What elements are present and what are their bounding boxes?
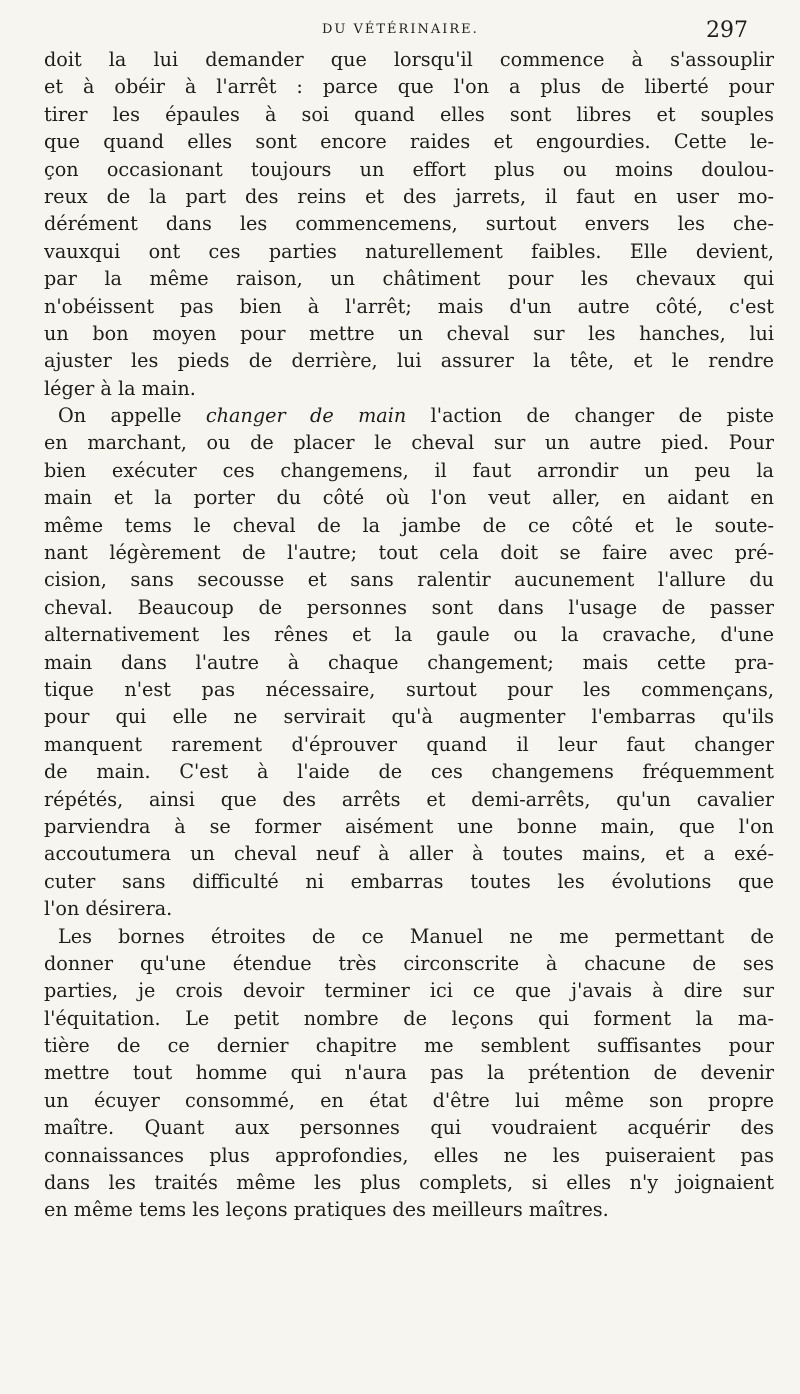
text-line-content: doit la lui demander que lorsqu'il commence à s'assouplir	[44, 48, 774, 71]
text-line-content: cuter sans difficulté ni embarras toutes les évolutions que	[44, 869, 774, 893]
text-line	[44, 731, 774, 758]
text-line-content: accoutumera un cheval neuf à aller à toutes mains, et a exé-	[44, 842, 774, 866]
text-line	[44, 183, 774, 210]
text-line-content: main et la porter du côté où l'on veut aller, en aidant en	[44, 486, 774, 510]
text-line	[44, 429, 774, 456]
text-line-content: bien exécuter ces changemens, il faut arrondir un peu la	[44, 458, 774, 482]
text-line	[44, 621, 774, 648]
text-line-content: Les bornes étroites de ce Manuel ne me permettant de	[58, 924, 774, 948]
text-line-content: ajuster les pieds de derrière, lui assurer la tête, et le rendre	[44, 349, 774, 373]
text-line	[44, 512, 774, 539]
text-line	[44, 950, 774, 977]
text-line-content: alternativement les rênes et la gaule ou la cravache, d'une	[44, 623, 774, 647]
text-line-content: On appelle	[58, 404, 206, 428]
text-line	[44, 1142, 774, 1169]
text-line	[44, 1032, 774, 1059]
text-line	[44, 977, 774, 1004]
text-line	[44, 1087, 774, 1114]
text-line	[44, 895, 774, 922]
text-line-content: nant légèrement de l'autre; tout cela doit se faire avec pré-	[44, 541, 774, 565]
text-line-content: de main. C'est à l'aide de ces changemens fréquemment	[44, 760, 774, 784]
text-line-content: çon occasionant toujours un effort plus ou moins doulou-	[44, 157, 774, 181]
text-line	[44, 375, 774, 402]
text-line	[44, 484, 774, 511]
text-line-content: que quand elles sont encore raides et engourdies. Cette le-	[44, 130, 774, 154]
text-line	[44, 703, 774, 730]
text-line	[44, 265, 774, 292]
text-line-content: tirer les épaules à soi quand elles sont libres et souples	[44, 102, 774, 126]
text-line	[44, 676, 774, 703]
text-line-content: main dans l'autre à chaque changement; mais cette pra-	[44, 650, 774, 674]
text-line-content: dérément dans les commencemens, surtout envers les che-	[44, 212, 774, 236]
text-line-content: en marchant, ou de placer le cheval sur un autre pied. Pour	[44, 431, 774, 455]
text-line-content: l'on désirera.	[44, 897, 173, 921]
body-text	[44, 46, 774, 1224]
text-line-content: pour qui elle ne servirait qu'à augmenter l'embarras qu'ils	[44, 705, 774, 729]
running-head	[80, 16, 760, 44]
text-line	[44, 347, 774, 374]
text-line	[44, 238, 774, 265]
text-line-content: un bon moyen pour mettre un cheval sur les hanches, lui	[44, 321, 774, 345]
text-line	[44, 73, 774, 100]
text-line-content: répétés, ainsi que des arrêts et demi-arrêts, qu'un cavalier	[44, 787, 774, 811]
text-line	[44, 840, 774, 867]
text-line	[44, 566, 774, 593]
text-line-content: reux de la part des reins et des jarrets, il faut en user mo-	[44, 184, 774, 208]
text-line-content: même tems le cheval de la jambe de ce côté et le soute-	[44, 513, 774, 537]
text-line-content: en même tems les leçons pratiques des meilleurs maîtres.	[44, 1198, 609, 1222]
text-line-tail: l'action de changer de piste	[406, 404, 774, 428]
text-line-content: parties, je crois devoir terminer ici ce que j'avais à dire sur	[44, 979, 774, 1003]
text-line	[44, 293, 774, 320]
text-line	[44, 813, 774, 840]
text-line	[44, 101, 774, 128]
page-number: 297	[706, 18, 748, 43]
text-line	[44, 457, 774, 484]
text-line	[44, 868, 774, 895]
text-line	[44, 1059, 774, 1086]
text-line	[44, 128, 774, 155]
text-line	[44, 594, 774, 621]
text-line-content: un écuyer consommé, en état d'être lui même son propre	[44, 1088, 774, 1112]
text-line-content: parviendra à se former aisément une bonne main, que l'on	[44, 814, 774, 838]
text-line	[44, 1196, 774, 1223]
text-line-content: l'équitation. Le petit nombre de leçons qui forment la ma-	[44, 1006, 774, 1030]
text-line-content: connaissances plus approfondies, elles ne les puiseraient pas	[44, 1143, 774, 1167]
text-line	[44, 156, 774, 183]
text-line-content: léger à la main.	[44, 376, 196, 400]
text-line-content: et à obéir à l'arrêt : parce que l'on a plus de liberté pour	[44, 75, 774, 99]
text-line	[44, 786, 774, 813]
text-line-content: par la même raison, un châtiment pour les chevaux qui	[44, 267, 774, 291]
text-line-content: tique n'est pas nécessaire, surtout pour les commençans,	[44, 677, 774, 701]
text-line	[44, 923, 774, 950]
italic-term: changer de main	[205, 404, 407, 428]
text-line	[44, 1005, 774, 1032]
text-line-content: n'obéissent pas bien à l'arrêt; mais d'un autre côté, c'est	[44, 294, 774, 318]
text-line-content: mettre tout homme qui n'aura pas la prétention de devenir	[44, 1061, 774, 1085]
text-line-content: dans les traités même les plus complets, si elles n'y joignaient	[44, 1171, 774, 1195]
text-line-content: maître. Quant aux personnes qui voudraient acquérir des	[44, 1116, 774, 1140]
text-line	[44, 649, 774, 676]
text-line	[44, 210, 774, 237]
text-line	[44, 320, 774, 347]
text-line	[44, 539, 774, 566]
text-line-content: donner qu'une étendue très circonscrite à chacune de ses	[44, 951, 774, 975]
running-title: DU VÉTÉRINAIRE.	[322, 22, 479, 37]
text-line	[44, 1114, 774, 1141]
text-line-content: tière de ce dernier chapitre me semblent suffisantes pour	[44, 1034, 774, 1058]
text-line-content: vauxqui ont ces parties naturellement faibles. Elle devient,	[44, 239, 774, 263]
text-line	[44, 402, 774, 429]
text-line-content: manquent rarement d'éprouver quand il leur faut changer	[44, 732, 774, 756]
text-line	[44, 46, 774, 73]
text-line	[44, 758, 774, 785]
text-line	[44, 1169, 774, 1196]
text-line-content: cision, sans secousse et sans ralentir aucunement l'allure du	[44, 568, 774, 592]
text-line-content: cheval. Beaucoup de personnes sont dans l'usage de passer	[44, 595, 774, 619]
